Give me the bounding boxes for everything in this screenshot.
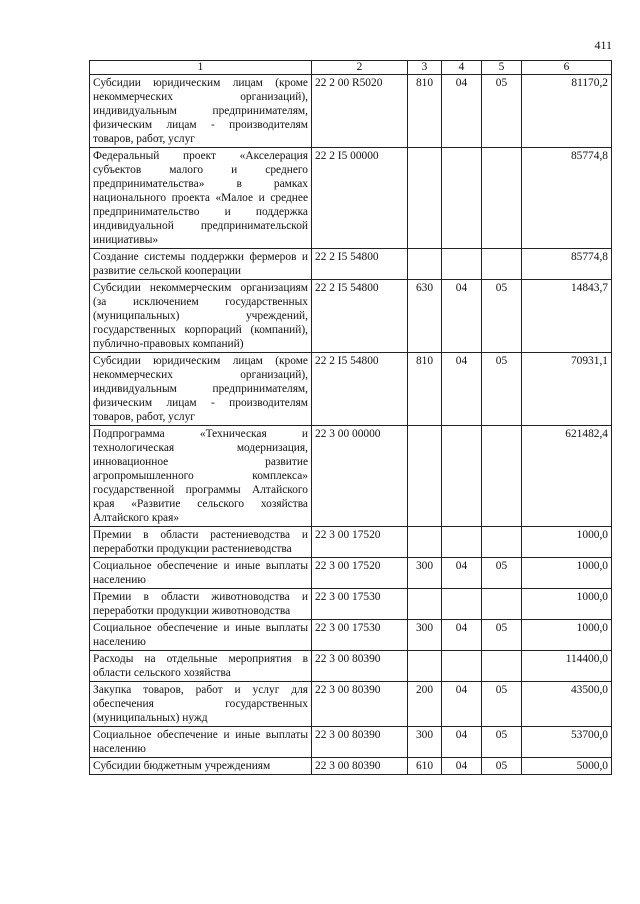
item-code-4: 04 bbox=[442, 682, 482, 727]
item-code: 22 3 00 17530 bbox=[312, 589, 408, 620]
column-header: 1 bbox=[90, 61, 312, 75]
item-code-4: 04 bbox=[442, 758, 482, 775]
item-code-3: 810 bbox=[408, 353, 442, 426]
item-code: 22 3 00 17520 bbox=[312, 527, 408, 558]
item-code-3 bbox=[408, 249, 442, 280]
item-code-5 bbox=[482, 249, 522, 280]
item-amount: 85774,8 bbox=[522, 148, 612, 249]
table-row bbox=[90, 527, 612, 558]
table-row bbox=[90, 558, 612, 589]
item-name: Социальное обеспечение и иные выплаты населению bbox=[90, 727, 312, 758]
item-code-5: 05 bbox=[482, 353, 522, 426]
item-code-5: 05 bbox=[482, 758, 522, 775]
item-amount: 43500,0 bbox=[522, 682, 612, 727]
item-code-4 bbox=[442, 527, 482, 558]
item-name: Социальное обеспечение и иные выплаты населению bbox=[90, 558, 312, 589]
page-number: 411 bbox=[594, 38, 612, 52]
item-code: 22 2 I5 54800 bbox=[312, 353, 408, 426]
item-name: Субсидии бюджетным учреждениям bbox=[90, 758, 312, 775]
item-amount: 114400,0 bbox=[522, 651, 612, 682]
column-header: 4 bbox=[442, 61, 482, 75]
item-name: Подпрограмма «Техническая и технологическая модернизация, инновационное развитие агропромышленного комплекса» государственной программы Алтайского края «Развитие сельского хозяйства Алтайского края» bbox=[90, 426, 312, 527]
item-code-3: 200 bbox=[408, 682, 442, 727]
item-code-4: 04 bbox=[442, 620, 482, 651]
item-code-5: 05 bbox=[482, 280, 522, 353]
table-row bbox=[90, 651, 612, 682]
item-code: 22 3 00 17520 bbox=[312, 558, 408, 589]
table-row bbox=[90, 758, 612, 775]
item-code-5 bbox=[482, 589, 522, 620]
item-amount: 14843,7 bbox=[522, 280, 612, 353]
item-code-5 bbox=[482, 651, 522, 682]
item-amount: 5000,0 bbox=[522, 758, 612, 775]
item-code: 22 2 I5 54800 bbox=[312, 280, 408, 353]
item-name: Субсидии некоммерческим организациям (за исключением государственных (муниципальных) учреждений, государственных корпораций (компаний), публично-правовых компаний) bbox=[90, 280, 312, 353]
item-name: Премии в области растениеводства и переработки продукции растениеводства bbox=[90, 527, 312, 558]
item-amount: 1000,0 bbox=[522, 558, 612, 589]
item-amount: 85774,8 bbox=[522, 249, 612, 280]
item-code-3 bbox=[408, 426, 442, 527]
item-name: Социальное обеспечение и иные выплаты населению bbox=[90, 620, 312, 651]
item-code: 22 3 00 00000 bbox=[312, 426, 408, 527]
header-row bbox=[90, 61, 612, 75]
item-amount: 1000,0 bbox=[522, 527, 612, 558]
item-code-4: 04 bbox=[442, 558, 482, 589]
item-code-3: 300 bbox=[408, 620, 442, 651]
item-code: 22 2 I5 54800 bbox=[312, 249, 408, 280]
item-code: 22 3 00 80390 bbox=[312, 758, 408, 775]
item-code-3 bbox=[408, 148, 442, 249]
item-amount: 1000,0 bbox=[522, 589, 612, 620]
item-amount: 81170,2 bbox=[522, 75, 612, 148]
item-name: Закупка товаров, работ и услуг для обеспечения государственных (муниципальных) нужд bbox=[90, 682, 312, 727]
item-amount: 1000,0 bbox=[522, 620, 612, 651]
item-code-4: 04 bbox=[442, 727, 482, 758]
table-row bbox=[90, 353, 612, 426]
column-header: 5 bbox=[482, 61, 522, 75]
item-code-4 bbox=[442, 249, 482, 280]
item-code: 22 3 00 80390 bbox=[312, 682, 408, 727]
item-name: Федеральный проект «Акселерация субъектов малого и среднего предпринимательства» в рамках национального проекта «Малое и среднее предпринимательство и поддержка индивидуальной предпринимательской инициативы» bbox=[90, 148, 312, 249]
table-row bbox=[90, 249, 612, 280]
item-amount: 53700,0 bbox=[522, 727, 612, 758]
item-code-5: 05 bbox=[482, 620, 522, 651]
table-row bbox=[90, 589, 612, 620]
item-code-5 bbox=[482, 148, 522, 249]
table-row bbox=[90, 280, 612, 353]
item-amount: 70931,1 bbox=[522, 353, 612, 426]
item-code-5 bbox=[482, 527, 522, 558]
item-code-4: 04 bbox=[442, 75, 482, 148]
item-code-3: 610 bbox=[408, 758, 442, 775]
item-code: 22 3 00 80390 bbox=[312, 651, 408, 682]
column-header: 3 bbox=[408, 61, 442, 75]
column-header: 6 bbox=[522, 61, 612, 75]
item-code-5: 05 bbox=[482, 727, 522, 758]
table-row bbox=[90, 727, 612, 758]
item-code-4 bbox=[442, 651, 482, 682]
item-amount: 621482,4 bbox=[522, 426, 612, 527]
item-code-4: 04 bbox=[442, 353, 482, 426]
item-code-4 bbox=[442, 426, 482, 527]
column-header: 2 bbox=[312, 61, 408, 75]
item-code-5: 05 bbox=[482, 558, 522, 589]
item-code: 22 2 00 R5020 bbox=[312, 75, 408, 148]
item-code-3: 300 bbox=[408, 558, 442, 589]
budget-table bbox=[89, 60, 612, 775]
table-row bbox=[90, 426, 612, 527]
item-name: Премии в области животноводства и переработки продукции животноводства bbox=[90, 589, 312, 620]
item-name: Субсидии юридическим лицам (кроме некоммерческих организаций), индивидуальным предпринимателям, физическим лицам - производителям товаров, работ, услуг bbox=[90, 75, 312, 148]
table-row bbox=[90, 148, 612, 249]
item-code-5: 05 bbox=[482, 682, 522, 727]
table-row bbox=[90, 682, 612, 727]
item-code-3: 810 bbox=[408, 75, 442, 148]
item-name: Создание системы поддержки фермеров и развитие сельской кооперации bbox=[90, 249, 312, 280]
item-code-3: 630 bbox=[408, 280, 442, 353]
item-code-4 bbox=[442, 148, 482, 249]
table-row bbox=[90, 620, 612, 651]
item-name: Расходы на отдельные мероприятия в области сельского хозяйства bbox=[90, 651, 312, 682]
item-code-4 bbox=[442, 589, 482, 620]
item-code-3 bbox=[408, 589, 442, 620]
item-name: Субсидии юридическим лицам (кроме некоммерческих организаций), индивидуальным предпринимателям, физическим лицам - производителям товаров, работ, услуг bbox=[90, 353, 312, 426]
item-code: 22 2 I5 00000 bbox=[312, 148, 408, 249]
item-code-3 bbox=[408, 527, 442, 558]
item-code: 22 3 00 80390 bbox=[312, 727, 408, 758]
item-code: 22 3 00 17530 bbox=[312, 620, 408, 651]
item-code-4: 04 bbox=[442, 280, 482, 353]
item-code-5: 05 bbox=[482, 75, 522, 148]
item-code-5 bbox=[482, 426, 522, 527]
item-code-3 bbox=[408, 651, 442, 682]
item-code-3: 300 bbox=[408, 727, 442, 758]
table-row bbox=[90, 75, 612, 148]
